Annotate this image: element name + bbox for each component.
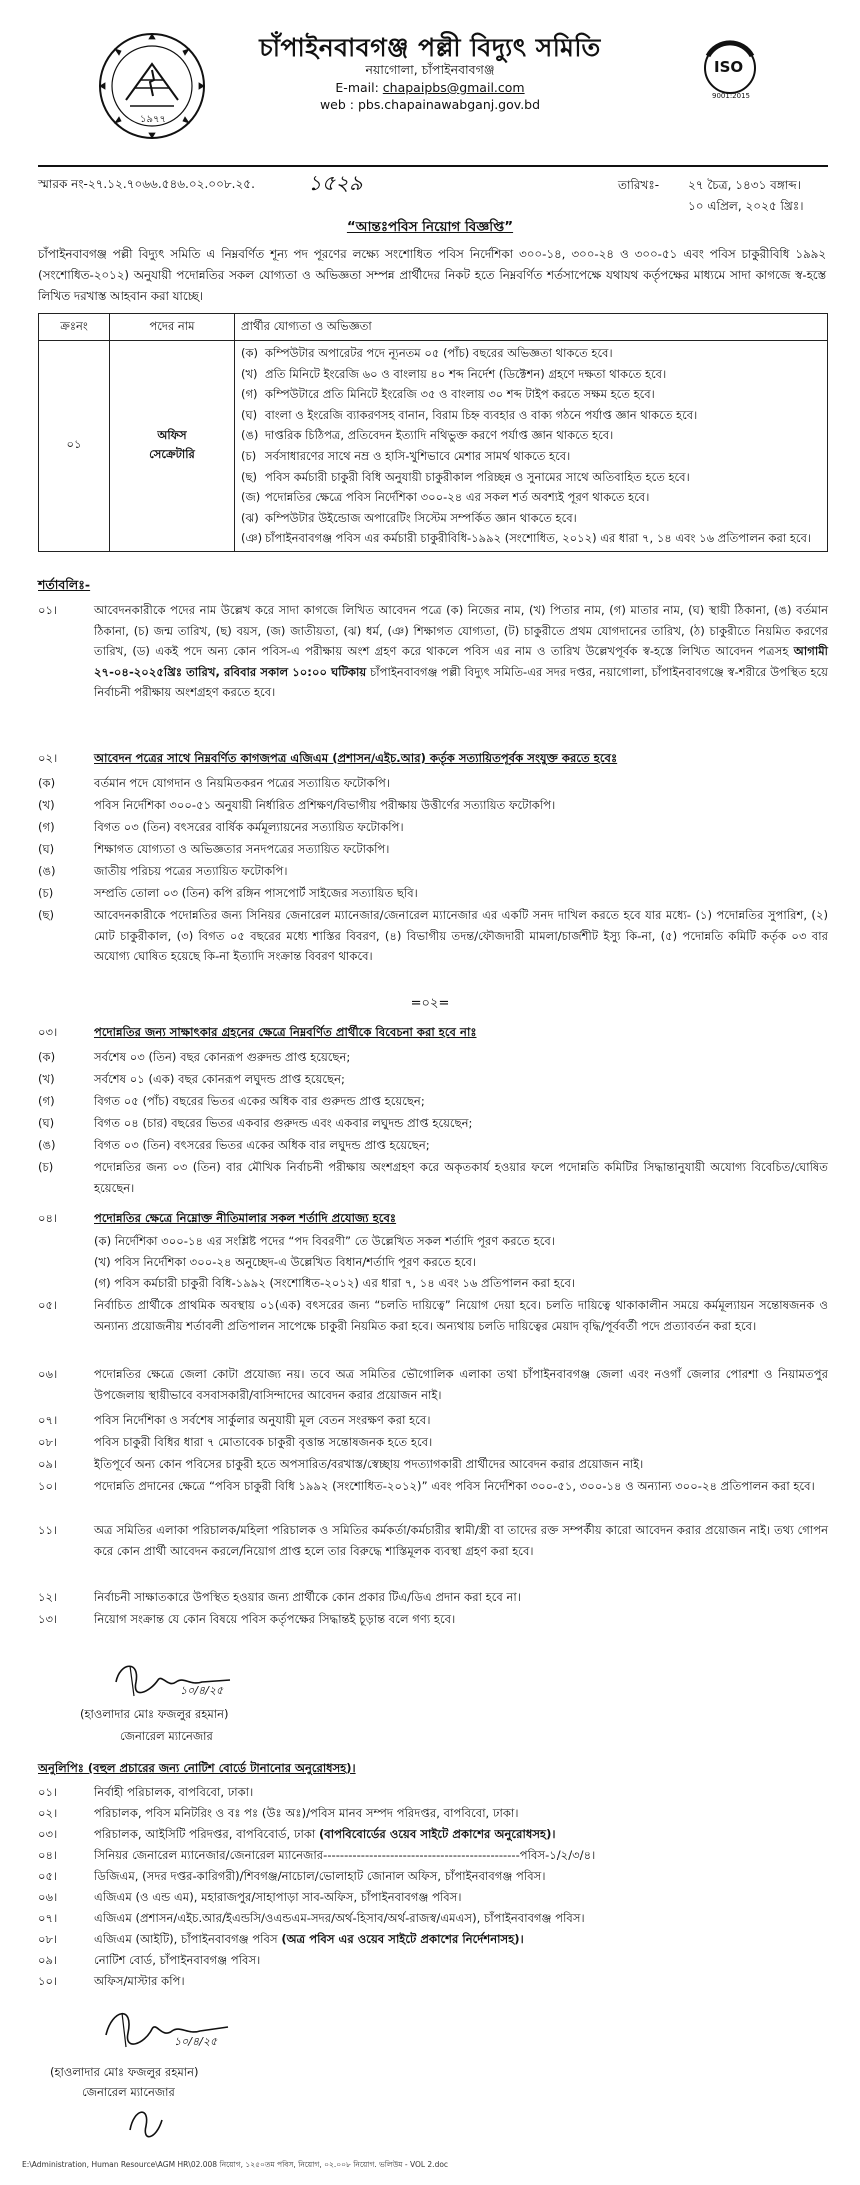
signatory-2-title: জেনারেল ম্যানেজার — [82, 2085, 175, 2099]
header-post: পদের নাম — [110, 314, 235, 341]
header-qualification: প্রার্থীর যোগ্যতা ও অভিজ্ঞতা — [235, 314, 828, 341]
cond2-title: আবেদন পত্রের সাথে নিম্নবর্ণিত কাগজপত্র এজিএম (প্রশাসন/এইচ.আর) কর্তৃক সত্যায়িতপূর্বক সংযুক্ত করতে হবেঃ — [94, 751, 618, 765]
org-web[interactable]: web : pbs.chapainawabganj.gov.bd — [319, 97, 541, 112]
signature-1-date: ১০/৪/২৫ — [180, 1684, 224, 1697]
org-name: চাঁপাইনবাবগঞ্জ পল্লী বিদ্যুৎ সমিতি — [259, 33, 601, 62]
cond4-title: পদোন্নতির ক্ষেত্রে নিম্নোক্ত নীতিমালার সকল শর্তাদি প্রযোজ্য হবেঃ — [94, 1211, 397, 1225]
table-header-row — [39, 314, 828, 341]
signatory-1-name: (হাওলাদার মোঃ ফজলুর রহমান) — [80, 1707, 229, 1721]
qualification-item: (ক) কম্পিউটার অপারেটর পদে ন্যূনতম ০৫ (পাঁচ) বছরের অভিজ্ঞতা থাকতে হবে। — [241, 346, 613, 360]
condition-2: ০২। আবেদন পত্রের সাথে নিম্নবর্ণিত কাগজপত্র এজিএম (প্রশাসন/এইচ.আর) কর্তৃক সত্যায়িতপূর্বক সংযুক্ত করতে হবেঃ — [38, 748, 828, 769]
qualification-item: (ঝ) কম্পিউটার উইন্ডোজ অপারেটিং সিস্টেম সম্পর্কিত জ্ঞান থাকতে হবে। — [241, 510, 577, 525]
condition-11: ১১। অত্র সমিতির এলাকা পরিচালক/মহিলা পরিচালক ও সমিতির কর্মকর্তা/কর্মচারীর স্বামী/স্ত্রী বা তাদের রক্ত সম্পর্কীয় কারো আবেদন করার প্রয়োজন নাই। তথ্য গোপন করে কোন প্রার্থী আবেদন করলে/নিয়োগ প্রাপ্ত হলে তার বিরুদ্ধে শাস্তিমূলক ব্যবস্থা গ্রহণ করা হবে। — [38, 1523, 828, 1558]
condition-7: ০৭। পবিস নির্দেশিকা ও সর্বশেষ সার্কুলার অনুযায়ী মূল বেতন সংরক্ষণ করা হবে। — [38, 1413, 431, 1427]
cond3-title: পদোন্নতির জন্য সাক্ষাৎকার গ্রহনের ক্ষেত্রে নিম্নবর্ণিত প্রার্থীকে বিবেচনা করা হবে নাঃ — [94, 1025, 477, 1039]
qualification-item: (জ) পদোন্নতির ক্ষেত্রে পবিস নির্দেশিকা ৩০০-২৪ এর সকল শর্ত অবশ্যই পূরণ থাকতে হবে। — [241, 490, 650, 505]
handwritten-number: ১৫২৯ — [308, 171, 363, 195]
cond1-deadline: আগামী ২৭-০৪-২০২৫খ্রিঃ তারিখ, রবিবার সকাল ১০:০০ ঘটিকায় — [94, 644, 829, 679]
iso-label: ISO — [714, 58, 744, 76]
table-row — [39, 341, 828, 552]
condition-1: ০১। আবেদনকারীকে পদের নাম উল্লেখ করে সাদা কাগজে লিখিত আবেদন পত্রে (ক) নিজের নাম, (খ) পিতার নাম, (গ) মাতার নাম, (ঘ) স্থায়ী ঠিকানা, (ঙ) বর্তমান ঠিকানা, (চ) জন্ম তারিখ, (ছ) বয়স, (জ) জাতীয়তা, (ঝ) ধর্ম, (ঞ) শিক্ষাগত যোগ্যতা, (ট) চাকুরীতে প্রথম যোগদানের তারিখ, (ঠ) চাকুরীতে নিয়মিত করণের তারিখ, (ড) একই পদে অন্য কোন পবিস-এ পরীক্ষায় অংশ গ্রহণ করে থাকলে পবিস এর নাম ও তারিখ উল্লেখপূর্বক স্ব-হস্তে লিখিত আবেদন পত্রসহ আগামী ২৭-০৪-২০২৫খ্রিঃ তারিখ, রবিবার সকাল ১০:০০ ঘটিকায় চাঁপাইনবাবগঞ্জ পল্লী বিদ্যুৎ সমিতি-এর সদর দপ্তর, নয়াগোলা, চাঁপাইনবাবগঞ্জে স্ব-শরীরে উপস্থিত হয়ে নির্বাচনী পরীক্ষায় অংশগ্রহণ করতে হবে। — [38, 603, 829, 699]
signatory-1-title: জেনারেল ম্যানেজার — [120, 1729, 213, 1743]
page-marker: =০২= — [410, 996, 450, 1011]
list-item: (চ) সম্প্রতি তোলা ০৩ (তিন) কপি রঙ্গিন পাসপোর্ট সাইজের সত্যায়িত ছবি। — [38, 886, 418, 900]
date-english: ১০ এপ্রিল, ২০২৫ খ্রিঃ। — [688, 199, 804, 213]
requirements-table — [38, 313, 828, 552]
qualification-item: (গ) কম্পিউটারে প্রতি মিনিটে ইংরেজি ৩৫ ও বাংলায় ৩০ শব্দ টাইপ করতে সক্ষম হতে হবে। — [241, 387, 655, 402]
signature-2-date: ১০/৪/২৫ — [174, 2035, 218, 2048]
notice-title: “আন্তঃপবিস নিয়োগ বিজ্ঞপ্তি” — [346, 219, 514, 235]
list-item: (গ) বিগত ০৫ (পাঁচ) বছরের ভিতর একের অধিক বার গুরুদন্ড প্রাপ্ত হয়েছেন; — [38, 1094, 425, 1108]
list-item: (গ) পবিস কর্মচারী চাকুরী বিধি-১৯৯২ (সংশোধিত-২০১২) এর ধারা ৭, ১৪ এবং ১৬ প্রতিপালন করা হবে। — [94, 1276, 576, 1290]
list-item: (ক) সর্বশেষ ০৩ (তিন) বছর কোনরূপ গুরুদন্ড প্রাপ্ত হয়েছেন; — [38, 1050, 351, 1064]
condition-8: ০৮। পবিস চাকুরী বিধির ধারা ৭ মোতাবেক চাকুরী বৃত্তান্ত সন্তোষজনক হতে হবে। — [38, 1435, 433, 1449]
signatory-2-name: (হাওলাদার মোঃ ফজলুর রহমান) — [50, 2065, 199, 2079]
date-bangla: ২৭ চৈত্র, ১৪৩১ বঙ্গাব্দ। — [688, 178, 802, 192]
copy-item: ০৫। ডিজিএম, (সদর দপ্তর-কারিগরী)/শিবগঞ্জ/নাচোল/ভোলাহাট জোনাল অফিস, চাঁপাইনবাবগঞ্জ পবিস। — [38, 1869, 546, 1883]
iso-number: 9001:2015 — [712, 92, 750, 100]
condition-12: ১২। নির্বাচনী সাক্ষাতকারে উপস্থিত হওয়ার জন্য প্রার্থীকে কোন প্রকার টিএ/ডিএ প্রদান করা হবে না। — [38, 1590, 521, 1604]
list-item: (ঙ) বিগত ০৩ (তিন) বৎসরের ভিতর একের অধিক বার লঘুদন্ড প্রাপ্ত হয়েছেন; — [38, 1138, 430, 1152]
list-item: (ঙ) জাতীয় পরিচয় পত্রের সত্যায়িত ফটোকপি। — [38, 864, 288, 878]
header-serial: ক্রঃনং — [39, 314, 110, 341]
condition-9: ০৯। ইতিপূর্বে অন্য কোন পবিসের চাকুরী হতে অপসারিত/বরখাস্ত/স্বেচ্ছায় পদত্যাগকারী প্রার্থীদের আবেদন করার প্রয়োজন নাই। — [38, 1457, 644, 1471]
copy-item: ০১। নির্বাহী পরিচালক, বাপবিবো, ঢাকা। — [38, 1785, 254, 1799]
initial-mark — [120, 2100, 170, 2149]
iso-badge — [694, 40, 766, 102]
post-line1: অফিস — [157, 427, 187, 442]
email-label: E-mail: — [335, 80, 379, 95]
file-path-footer: E:\Administration, Human Resource\AGM HR\02.008 নিয়োগ, ১২৫০তম পবিস, নিয়োগ, ০২.০০৮ নিয়োগ. ভলিউম - VOL 2.doc — [22, 2160, 449, 2169]
list-item: (ঘ) বিগত ০৪ (চার) বছরের ভিতর একবার গুরুদন্ড এবং একবার লঘুদন্ড প্রাপ্ত হয়েছেন; — [38, 1116, 473, 1130]
intro-paragraph: চাঁপাইনবাবগঞ্জ পল্লী বিদ্যুৎ সমিতি এ নিম্নবর্ণিত শূন্য পদ পূরণের লক্ষ্যে সংশোধিত পবিস নির্দেশিকা ৩০০-১৪, ৩০০-২৪ ও ৩০০-৫১ এবং পবিস চাকুরীবিধি ১৯৯২ (সংশোধিত-২০১২) অনুযায়ী পদোন্নতির সকল যোগ্যতা ও অভিজ্ঞতা সম্পন্ন প্রার্থীদের নিকট হতে নিম্নবর্ণিত শর্তসাপেক্ষে যথাযথ কর্তৃপক্ষের মাধ্যমে সাদা কাগজে স্ব-হস্তে লিখিত দরখাস্ত আহবান করা যাচ্ছে। — [38, 247, 826, 303]
condition-13: ১৩। নিয়োগ সংক্রান্ত যে কোন বিষয়ে পবিস কর্তৃপক্ষের সিদ্ধান্তই চূড়ান্ত বলে গণ্য হবে। — [38, 1612, 456, 1626]
memo-number: স্মারক নং-২৭.১২.৭০৬৬.৫৪৬.০২.০০৮.২৫. — [38, 177, 255, 191]
list-item: (খ) পবিস নির্দেশিকা ৩০০-৫১ অনুযায়ী নির্ধারিত প্রশিক্ষণ/বিভাগীয় পরীক্ষায় উত্তীর্ণের সত্যায়িত ফটোকপি। — [38, 798, 556, 812]
qualification-item: (খ) প্রতি মিনিটে ইংরেজি ৬০ ও বাংলায় ৪০ শব্দ নির্দেশ (ডিক্টেশন) গ্রহণে দক্ষতা থাকতে হবে। — [241, 366, 667, 381]
signature-2 — [100, 1995, 250, 2068]
condition-10: ১০। পদোন্নতি প্রদানের ক্ষেত্রে “পবিস চাকুরী বিধি ১৯৯২ (সংশোধিত-২০১২)” এবং পবিস নির্দেশিকা ৩০০-৫১, ৩০০-১৪ ও অন্যান্য ৩০০-২৪ প্রতিপালন করা হবে। — [38, 1479, 815, 1493]
logo-year: ১৯৭৭ — [140, 114, 166, 125]
list-item: (ক) বর্তমান পদে যোগদান ও নিয়মিতকরন পত্রের সত্যায়িত ফটোকপি। — [38, 776, 391, 790]
copy-item: ০৯। নোটিশ বোর্ড, চাঁপাইনবাবগঞ্জ পবিস। — [38, 1953, 261, 1967]
copy-item: ০৬। এজিএম (ও এন্ড এম), মহারাজপুর/সাহাপাড়া সাব-অফিস, চাঁপাইনবাবগঞ্জ পবিস। — [38, 1890, 462, 1904]
list-item: (ছ) আবেদনকারীকে পদোন্নতির জন্য সিনিয়র জেনারেল ম্যানেজার/জেনারেল ম্যানেজার এর একটি সনদ দাখিল করতে হবে যার মধ্যে- (১) পদোন্নতির সুপারিশ, (২) মোট চাকুরীকাল, (৩) বিগত ০৫ বছরের মধ্যে শাস্তির বিবরণ, (৪) বিভাগীয় তদন্ত/ফৌজদারী মামলা/চার্জশীট ইস্যু কি-না, (৫) পদোন্নতি কমিটি কর্তৃক ০৩ বার অযোগ্য ঘোষিত হয়েছে কি-না ইত্যাদি সংক্রান্ত বিবরণ থাকবে। — [38, 908, 828, 963]
condition-6: ০৬। পদোন্নতির ক্ষেত্রে জেলা কোটা প্রযোজ্য নয়। তবে অত্র সমিতির ভৌগোলিক এলাকা তথা চাঁপাইনবাবগঞ্জ জেলা এবং নওগাঁ জেলার পোরশা ও নিয়ামতপুর উপজেলায় স্থায়ীভাবে বসবাসকারী/বাসিন্দাদের আবেদন করার প্রয়োজন নাই। — [38, 1367, 828, 1402]
list-item: (চ) পদোন্নতির জন্য ০৩ (তিন) বার মৌখিক নির্বাচনী পরীক্ষায় অংশগ্রহণ করে অকৃতকার্য হওয়ার ফলে পদোন্নতি কমিটির সিদ্ধান্তানুযায়ী অযোগ্য বিবেচিত/ঘোষিত হয়েছেন। — [38, 1160, 828, 1195]
reference-row — [38, 165, 828, 217]
cond1-text-end: চাঁপাইনবাবগঞ্জ পল্লী বিদ্যুৎ সমিতি-এর সদর দপ্তর, নয়াগোলা, চাঁপাইনবাবগঞ্জে স্ব-শরীরে উপস্থিত হয়ে নির্বাচনী পরীক্ষায় অংশগ্রহণ করতে হবে। — [94, 664, 829, 699]
list-item: (ঘ) শিক্ষাগত যোগ্যতা ও অভিজ্ঞতার সনদপত্রের সত্যায়িত ফটোকপি। — [38, 842, 390, 856]
list-item: (গ) বিগত ০৩ (তিন) বৎসরের বার্ষিক কর্মমূল্যায়নের সত্যায়িত ফটোকপি। — [38, 820, 404, 834]
qualification-item: (চ) সর্বসাধারণের সাথে নম্র ও হাসি-খুশিভাবে মেশার সামর্থ থাকতে হবে। — [241, 448, 571, 463]
copy-item: ০৪। সিনিয়র জেনারেল ম্যানেজার/জেনারেল ম্যানেজার-----------------------------------------------পবিস-১/২/৩/৪। — [38, 1848, 596, 1862]
cond1-text: আবেদনকারীকে পদের নাম উল্লেখ করে সাদা কাগজে লিখিত আবেদন পত্রে (ক) নিজের নাম, (খ) পিতার নাম, (গ) মাতার নাম, (ঘ) স্থায়ী ঠিকানা, (ঙ) বর্তমান ঠিকানা, (চ) জন্ম তারিখ, (ছ) বয়স, (জ) জাতীয়তা, (ঝ) ধর্ম, (ঞ) শিক্ষাগত যোগ্যতা, (ট) চাকুরীতে প্রথম যোগদানের তারিখ, (ঠ) চাকুরীতে নিয়মিত করণের তারিখ, (ড) একই পদে অন্য কোন পবিস-এ পরীক্ষায় অংশ গ্রহণ করে থাকলে পবিস এর নাম ও তারিখ উল্লেখপূর্বক স্ব-হস্তে লিখিত আবেদন পত্রসহ — [94, 603, 828, 658]
qualification-item: (ছ) পবিস কর্মচারী চাকুরী বিধি অনুযায়ী চাকুরীকাল পরিচ্ছন্ন ও সুনামের সাথে অতিবাহিত হতে হবে। — [241, 469, 690, 484]
row-post — [110, 341, 235, 552]
list-item: (খ) সর্বশেষ ০১ (এক) বছর কোনরূপ লঘুদন্ড প্রাপ্ত হয়েছেন; — [38, 1072, 345, 1086]
copy-item: ১০। অফিস/মাস্টার কপি। — [38, 1974, 185, 1988]
qualification-item: (ঙ) দাপ্তরিক চিঠিপত্র, প্রতিবেদন ইত্যাদি নথিভুক্ত করণে পর্যাপ্ত জ্ঞান থাকতে হবে। — [241, 428, 614, 443]
copy-item: ০৩। পরিচালক, আইসিটি পরিদপ্তর, বাপবিবোর্ড, ঢাকা (বাপবিবোর্ডের ওয়েব সাইটে প্রকাশের অনুরোধসহ)। — [38, 1827, 556, 1841]
post-line2: সেক্রেটারি — [149, 446, 195, 461]
row-serial: ০১ — [39, 341, 110, 552]
list-item: (ক) নির্দেশিকা ৩০০-১৪ এর সংশ্লিষ্ট পদের “পদ বিবরণী” তে উল্লেখিত সকল শর্তাদি পূরণ করতে হবে। — [94, 1234, 555, 1248]
copy-item: ০২। পরিচালক, পবিস মনিটরিং ও বঃ পঃ (উঃ অঃ)/পবিস মানব সম্পদ পরিদপ্তর, বাপবিবো, ঢাকা। — [38, 1806, 519, 1820]
org-address: নয়াগোলা, চাঁপাইনবাবগঞ্জ — [365, 62, 495, 77]
copy-item: ০৮। এজিএম (আইটি), চাঁপাইনবাবগঞ্জ পবিস (অত্র পবিস এর ওয়েব সাইটে প্রকাশের নির্দেশনাসহ)। — [38, 1932, 524, 1946]
qualification-item: (ঞ) চাঁপাইনবাবগঞ্জ পবিস এর কর্মচারী চাকুরীবিধি-১৯৯২ (সংশোধিত, ২০১২) এর ধারা ৭, ১৪ এবং ১৬ প্রতিপালন করা হবে। — [241, 531, 812, 546]
row-qualifications — [235, 341, 828, 552]
email-link[interactable]: chapaipbs@gmail.com — [382, 80, 525, 95]
copy-item: ০৭। এজিএম (প্রশাসন/এইচ.আর/ইএন্ডসি/ওএন্ডএম-সদর/অর্থ-হিসাব/অর্থ-রাজস্ব/এমএস), চাঁপাইনবাবগঞ্জ পবিস। — [38, 1911, 585, 1925]
condition-4: ০৪। পদোন্নতির ক্ষেত্রে নিম্নোক্ত নীতিমালার সকল শর্তাদি প্রযোজ্য হবেঃ — [38, 1208, 828, 1229]
condition-5: ০৫। নির্বাচিত প্রার্থীকে প্রাথমিক অবস্থায় ০১(এক) বৎসরের জন্য “চলতি দায়িত্বে” নিয়োগ দেয়া হবে। চলতি দায়িত্বে থাকাকালীন সময়ে কর্মমূল্যায়ন সন্তোষজনক ও অন্যান্য প্রয়োজনীয় শর্তাবলী প্রতিপালন সাপেক্ষে চাকুরী নিয়মিত করা হবে। অন্যথায় চলতি দায়িত্বের মেয়াদ বৃদ্ধি/পূর্ববর্তী পদে প্রত্যাবর্তন করা হবে। — [38, 1298, 828, 1333]
copies-title: অনুলিপিঃ (বহুল প্রচারের জন্য নোটিশ বোর্ডে টানানোর অনুরোধসহ)। — [38, 1761, 356, 1775]
conditions-title: শর্তাবলিঃ- — [38, 577, 91, 592]
condition-3: ০৩। পদোন্নতির জন্য সাক্ষাৎকার গ্রহনের ক্ষেত্রে নিম্নবর্ণিত প্রার্থীকে বিবেচনা করা হবে নাঃ — [38, 1022, 828, 1043]
qualification-item: (ঘ) বাংলা ও ইংরেজি ব্যাকরণসহ বানান, বিরাম চিহ্ন ব্যবহার ও বাক্য গঠনে পর্যাপ্ত জ্ঞান থাকতে হবে। — [241, 407, 698, 422]
list-item: (খ) পবিস নির্দেশিকা ৩০০-২৪ অনুচ্ছেদ-এ উল্লেখিত বিধান/শর্তাদি পূরণ করতে হবে। — [94, 1255, 477, 1269]
date-label: তারিখঃ- — [618, 178, 660, 192]
